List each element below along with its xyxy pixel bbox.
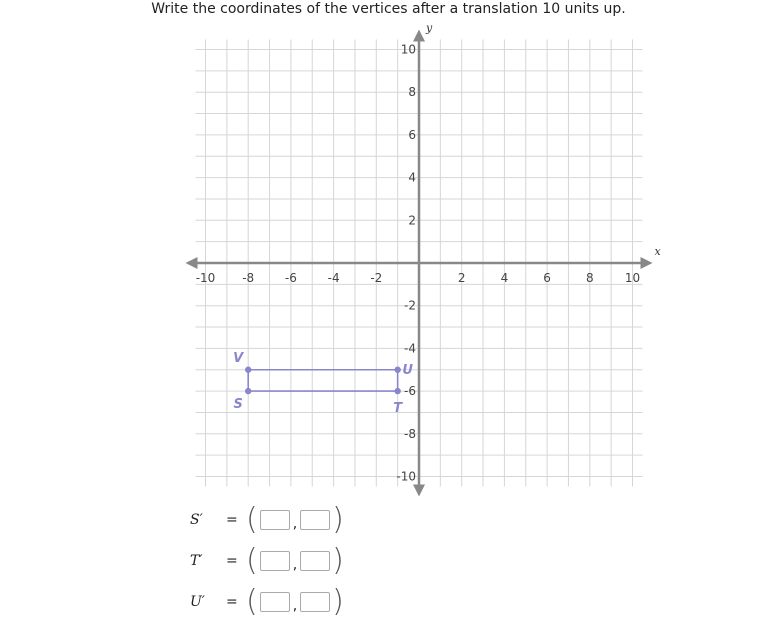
x-tick-label: 2	[457, 271, 466, 285]
comma: ,	[292, 557, 298, 573]
x-axis-right-arrow-icon	[641, 257, 653, 269]
vertex-point-s	[245, 388, 251, 394]
x-tick-label: 10	[624, 271, 641, 285]
comma: ,	[292, 516, 298, 532]
close-paren: )	[332, 584, 344, 619]
open-paren: (	[246, 502, 258, 537]
x-axis-label: x	[654, 245, 661, 258]
y-tick-label: 6	[408, 127, 416, 142]
x-tick-label: -4	[327, 271, 340, 285]
answer-label: S′	[190, 512, 203, 528]
y-tick-label: -6	[404, 384, 416, 399]
x-tick-label: -10	[195, 271, 216, 285]
x-axis-left-arrow-icon	[186, 257, 198, 269]
y-tick-label: -4	[404, 341, 416, 356]
y-axis-label: y	[426, 21, 433, 35]
answer-row-t	[190, 544, 390, 578]
s-prime-y-input[interactable]	[300, 510, 330, 530]
answer-row-u	[190, 585, 390, 619]
y-tick-label: -8	[404, 426, 416, 441]
x-tick-label: -8	[242, 271, 255, 285]
x-tick-label: 6	[543, 271, 551, 285]
x-tick-label: -2	[370, 271, 383, 285]
open-paren: (	[246, 584, 258, 619]
vertex-point-u	[394, 367, 400, 373]
answer-row-s	[190, 503, 390, 537]
open-paren: (	[246, 543, 258, 578]
y-tick-label: 10	[400, 42, 416, 57]
equals-sign: =	[226, 594, 238, 610]
vertex-label-s: S	[233, 397, 243, 413]
comma: ,	[292, 598, 298, 614]
equals-sign: =	[226, 553, 238, 569]
equals-sign: =	[226, 512, 238, 528]
close-paren: )	[332, 543, 344, 578]
y-axis-up-arrow-icon	[413, 30, 425, 42]
s-prime-x-input[interactable]	[260, 510, 290, 530]
u-prime-x-input[interactable]	[260, 592, 290, 612]
vertex-point-v	[245, 367, 251, 373]
y-tick-label: 2	[408, 213, 416, 228]
answer-label: T′	[190, 553, 203, 569]
x-tick-label: 4	[500, 271, 509, 285]
y-tick-label: -2	[404, 298, 416, 313]
vertex-label-t: T	[393, 401, 403, 417]
vertex-label-v: V	[233, 350, 244, 366]
t-prime-x-input[interactable]	[260, 551, 290, 571]
rectangle-stuv	[248, 370, 397, 391]
y-tick-label: 8	[408, 85, 416, 100]
x-tick-label: 8	[585, 271, 594, 285]
y-tick-label: 4	[408, 170, 416, 185]
vertex-label-u: U	[402, 362, 413, 378]
close-paren: )	[332, 502, 344, 537]
t-prime-y-input[interactable]	[300, 551, 330, 571]
u-prime-y-input[interactable]	[300, 592, 330, 612]
question-text: Write the coordinates of the vertices after a translation 10 units up.	[151, 1, 626, 17]
vertex-point-t	[394, 388, 400, 394]
answer-label: U′	[190, 594, 205, 610]
y-tick-label: -10	[396, 469, 416, 484]
y-axis-down-arrow-icon	[413, 485, 425, 497]
x-tick-label: -6	[284, 271, 297, 285]
